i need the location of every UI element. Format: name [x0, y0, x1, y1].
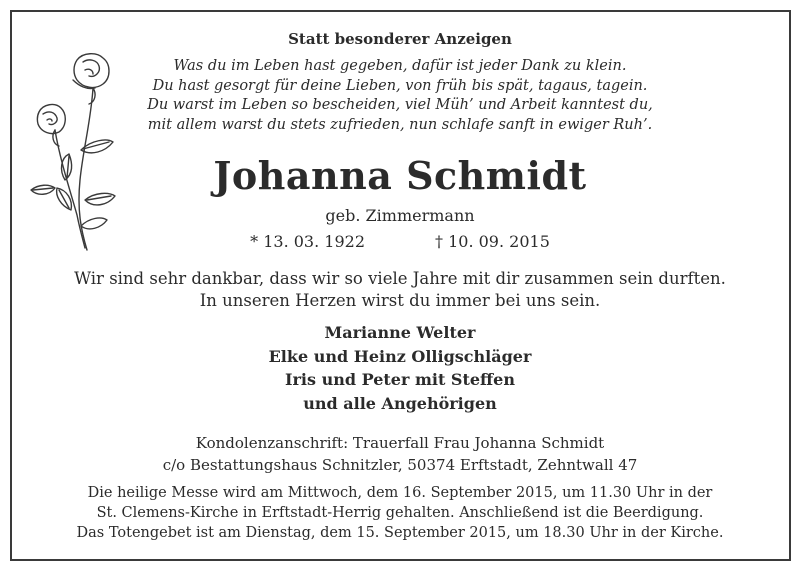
address-line: Kondolenzanschrift: Trauerfall Frau Johanna Schmidt — [195, 434, 605, 452]
poem — [0, 57, 800, 135]
birth-date: * 13. 03. 1922 — [250, 232, 365, 251]
poem-line: Du warst im Leben so bescheiden, viel Müh’ und Arbeit kanntest du, — [147, 97, 653, 113]
mass-line: St. Clemens-Kirche in Erftstadt-Herrig gehalten. Anschließend ist die Beerdigung. — [96, 505, 704, 521]
mass-line: Das Totengebet ist am Dienstag, dem 15. September 2015, um 18.30 Uhr in der Kirche. — [76, 525, 724, 541]
condolence-address — [0, 432, 800, 476]
poem-line: Was du im Leben hast gegeben, dafür ist jeder Dank zu klein. — [173, 58, 627, 74]
mass-line: Die heilige Messe wird am Mittwoch, dem 16. September 2015, um 11.30 Uhr in der — [87, 485, 713, 501]
family-member: Elke und Heinz Olligschläger — [268, 346, 532, 366]
maiden-name: geb. Zimmermann — [325, 206, 475, 225]
family-member: und alle Angehörigen — [303, 393, 497, 413]
thanks-line: Wir sind sehr dankbar, dass wir so viele Jahre mit dir zusammen sein durften. — [74, 269, 726, 288]
thanks-line: In unseren Herzen wirst du immer bei uns sein. — [199, 290, 601, 310]
family-member: Marianne Welter — [324, 323, 476, 342]
deceased-name: Johanna Schmidt — [213, 153, 587, 198]
heading: Statt besonderer Anzeigen — [288, 30, 512, 48]
life-dates — [0, 232, 800, 251]
family-list — [0, 321, 800, 415]
poem-line: mit allem warst du stets zufrieden, nun schlafe sanft in ewiger Ruh’. — [147, 116, 653, 133]
death-date: † 10. 09. 2015 — [435, 232, 550, 251]
poem-line: Du hast gesorgt für deine Lieben, von früh bis spät, tagaus, tagein. — [152, 77, 648, 94]
thanks-text — [0, 268, 800, 311]
address-line: c/o Bestattungshaus Schnitzler, 50374 Erftstadt, Zehntwall 47 — [162, 456, 638, 474]
mass-notice — [0, 483, 800, 543]
family-member: Iris und Peter mit Steffen — [285, 370, 515, 389]
